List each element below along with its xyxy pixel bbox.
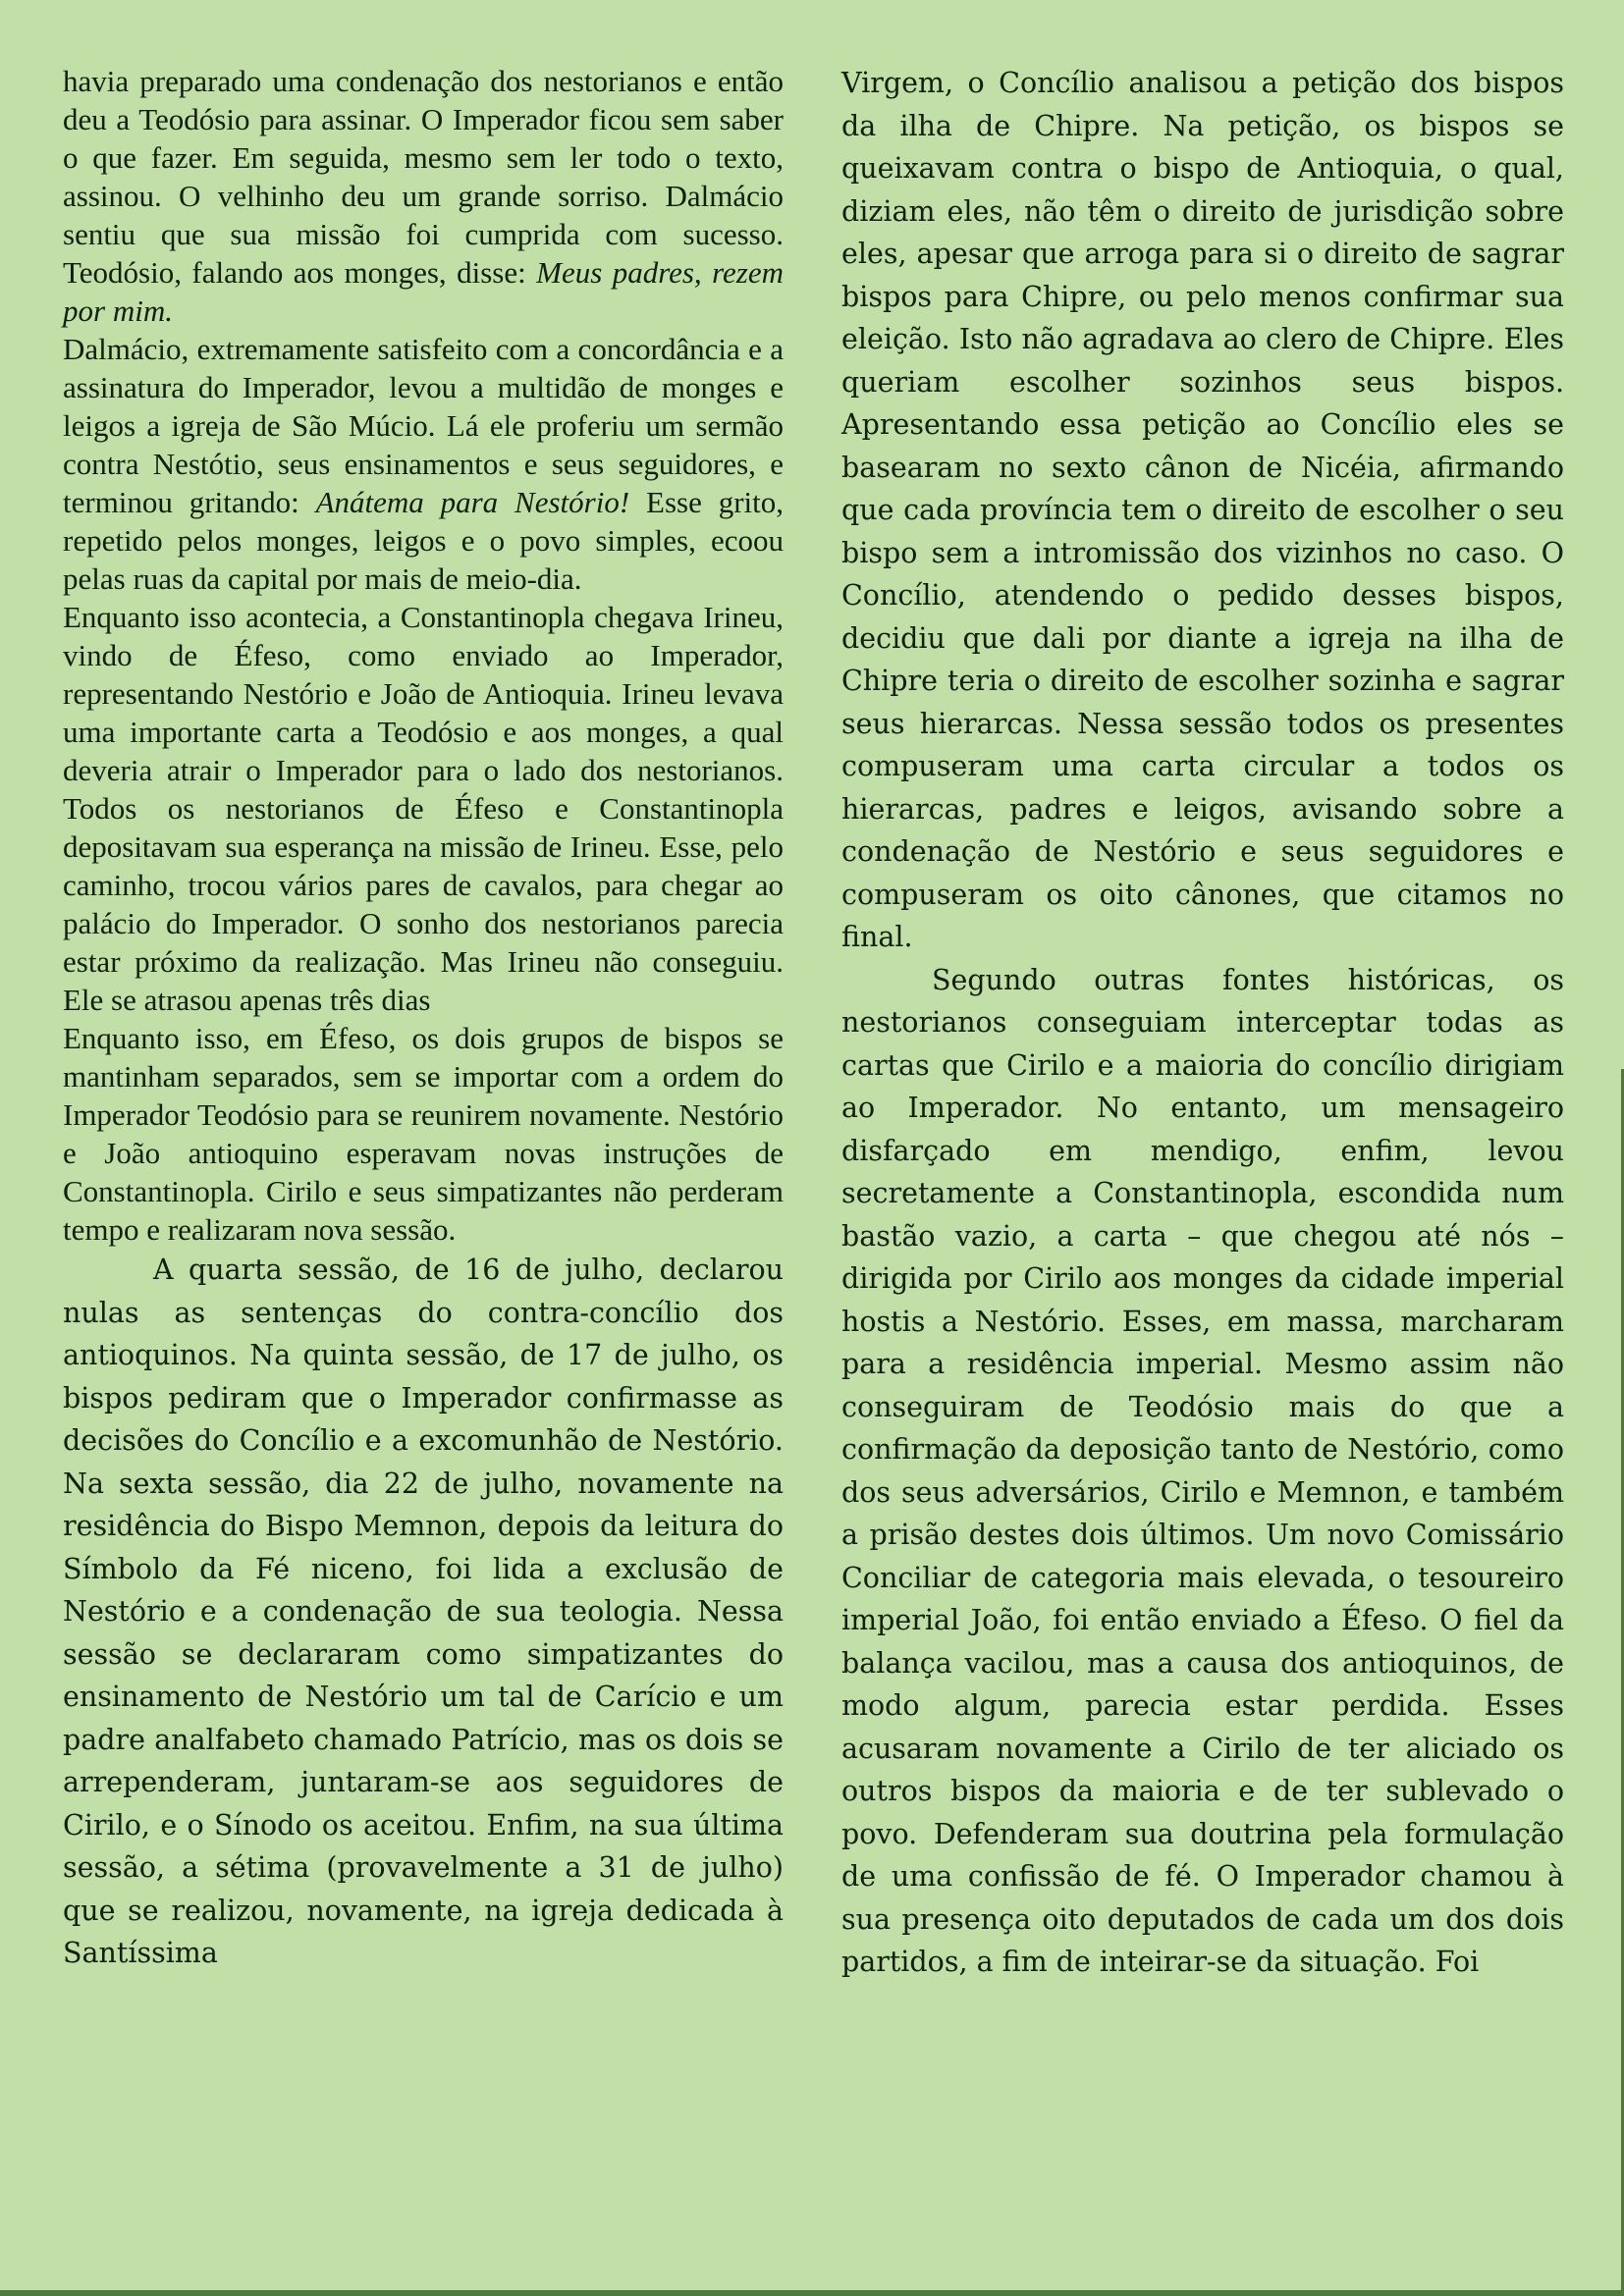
scan-edge-bottom	[0, 2290, 1624, 2296]
text-column-right	[841, 62, 1564, 1984]
paragraph	[841, 62, 1564, 959]
paragraph	[841, 959, 1564, 1984]
paragraph-text: Virgem, o Concílio analisou a petição dos bispos da ilha de Chipre. Na petição, os bispos se queixavam contra o bispo de Antioquia, o qual, diziam eles, não têm o direito de jurisdição sobre eles, apesar que arroga para si o direito de sagrar bispos para Chipre, ou pelo menos confirmar sua eleição. Isto não agradava ao clero de Chipre. Eles queriam escolher sozinhos seus bispos. Apresentando essa petição ao Concílio eles se basearam no sexto cânon de Nicéia, afirmando que cada província tem o direito de escolher o seu bispo sem a intromissão dos vizinhos no caso. O Concílio, atendendo o pedido desses bispos, decidiu que dali por diante a igreja na ilha de Chipre teria o direito de escolher sozinha e sagrar seus hierarcas. Nessa sessão todos os presentes compuseram uma carta circular a todos os hierarcas, padres e leigos, avisando sobre a condenação de Nestório e seus seguidores e compuseram os oito cânones, que citamos no final.	[841, 67, 1564, 953]
paragraph	[63, 598, 784, 1019]
paragraph-text-italic: Meus padres, rezem por mim.	[63, 255, 784, 328]
paragraph	[63, 62, 784, 330]
paragraph-text: A quarta sessão, de 16 de julho, declarou nulas as sentenças do contra-concílio dos antioquinos. Na quinta sessão, de 17 de julho, os bispos pediram que o Imperador confirmasse as decisões do Concílio e a excomunhão de Nestório. Na sexta sessão, dia 22 de julho, novamente na residência do Bispo Memnon, depois da leitura do Símbolo da Fé niceno, foi lida a exclusão de Nestório e a condenação de sua teologia. Nessa sessão se declararam como simpatizantes do ensinamento de Nestório um tal de Carício e um padre analfabeto chamado Patrício, mas os dois se arrependeram, juntaram-se aos seguidores de Cirilo, e o Sínodo os aceitou. Enfim, na sua última sessão, a sétima (provavelmente a 31 de julho) que se realizou, novamente, na igreja dedicada à Santíssima	[63, 1254, 784, 1969]
paragraph-text: Segundo outras fontes históricas, os nestorianos conseguiam interceptar todas as cartas que Cirilo e a maioria do concílio dirigiam ao Imperador. No entanto, um mensageiro disfarçado em mendigo, enfim, levou secretamente a Constantinopla, escondida num bastão vazio, a carta – que chegou até nós – dirigida por Cirilo aos monges da cidade imperial hostis a Nestório. Esses, em massa, marcharam para a residência imperial. Mesmo assim não conseguiram de Teodósio mais do que a confirmação da deposição tanto de Nestório, como dos seus adversários, Cirilo e Memnon, e também a prisão destes dois últimos. Um novo Comissário Conciliar de categoria mais elevada, o tesoureiro imperial João, foi então enviado a Éfeso. O fiel da balança vacilou, mas a causa dos antioquinos, de modo algum, parecia estar perdida. Esses acusaram novamente a Cirilo de ter aliciado os outros bispos da maioria e de ter sublevado o povo. Defenderam sua doutrina pela formulação de uma confissão de fé. O Imperador chamou à sua presença oito deputados de cada um dos dois partidos, a fim de inteirar-se da situação. Foi	[841, 963, 1564, 1978]
paragraph-text: Esse grito, repetido pelos monges, leigos e o povo simples, ecoou pelas ruas da capital por mais de meio-dia.	[63, 485, 784, 596]
paragraph-text: Enquanto isso acontecia, a Constantinopla chegava Irineu, vindo de Éfeso, como enviado ao Imperador, representando Nestório e João de Antioquia. Irineu levava uma importante carta a Teodósio e aos monges, a qual deveria atrair o Imperador para o lado dos nestorianos. Todos os nestorianos de Éfeso e Constantinopla depositavam sua esperança na missão de Irineu. Esse, pelo caminho, trocou vários pares de cavalos, para chegar ao palácio do Imperador. O sonho dos nestorianos parecia estar próximo da realização. Mas Irineu não conseguiu. Ele se atrasou apenas três dias	[63, 600, 784, 1017]
paragraph-text: havia preparado uma condenação dos nestorianos e então deu a Teodósio para assinar. O Imperador ficou sem saber o que fazer. Em seguida, mesmo sem ler todo o texto, assinou. O velhinho deu um grande sorriso. Dalmácio sentiu que sua missão foi cumprida com sucesso. Teodósio, falando aos monges, disse:	[63, 64, 784, 290]
paragraph-text: Dalmácio, extremamente satisfeito com a concordância e a assinatura do Imperador, levou a multidão de monges e leigos a igreja de São Múcio. Lá ele proferiu um sermão contra Nestótio, seus ensinamentos e seus seguidores, e terminou gritando:	[63, 332, 784, 519]
text-column-left	[63, 62, 784, 1975]
paragraph	[63, 1019, 784, 1249]
paragraph	[63, 330, 784, 598]
paragraph-text-italic: Anátema para Nestório!	[315, 485, 630, 519]
paragraph-text: Enquanto isso, em Éfeso, os dois grupos de bispos se mantinham separados, sem se importar com a ordem do Imperador Teodósio para se reunirem novamente. Nestório e João antioquino esperavam novas instruções de Constantinopla. Cirilo e seus simpatizantes não perderam tempo e realizaram nova sessão.	[63, 1021, 784, 1247]
paragraph	[63, 1249, 784, 1975]
